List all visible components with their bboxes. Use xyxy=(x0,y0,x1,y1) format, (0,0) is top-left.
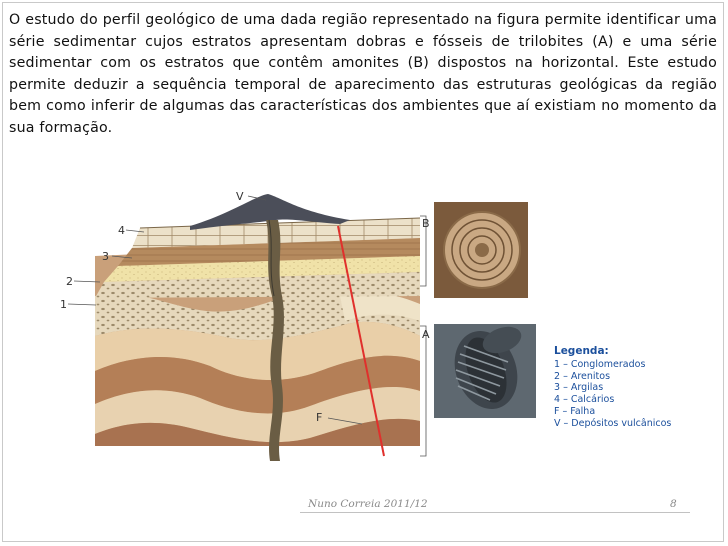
label-2: 2 xyxy=(66,275,73,288)
legend-item: 3 – Argilas xyxy=(554,382,604,394)
legend-item: F – Falha xyxy=(554,405,596,417)
body-paragraph: O estudo do perfil geológico de uma dada região representado na figura permite identificar uma série sedimentar cujos estratos apresentam dobras e fósseis de trilobites (A) e uma série sedimentar com os estratos que contêm amonites (B) dispostos na horizontal. Este estudo permite deduzir a sequência temporal de aparecimento das estruturas geológicas da região bem como inferir de algumas das características dos ambientes que aí existiam no momento da sua formação. xyxy=(9,12,717,136)
label-3: 3 xyxy=(102,250,109,263)
legend-item: V – Depósitos vulcânicos xyxy=(554,417,672,429)
label-b: B xyxy=(422,217,430,230)
legend-title: Legenda: xyxy=(554,345,609,357)
trilobite-fossil-image xyxy=(434,322,536,418)
legend-item: 4 – Calcários xyxy=(554,394,615,406)
label-f: F xyxy=(316,411,323,424)
ammonite-fossil-image xyxy=(434,202,528,298)
legend-item: 1 – Conglomerados xyxy=(554,358,646,370)
horizontal-series xyxy=(95,218,420,298)
label-4: 4 xyxy=(118,224,125,237)
page-number: 8 xyxy=(670,498,677,510)
label-1: 1 xyxy=(60,298,67,311)
footer-author: Nuno Correia 2011/12 xyxy=(308,498,428,510)
figure-legend xyxy=(554,346,671,430)
geological-profile-figure xyxy=(40,186,630,470)
label-v: V xyxy=(236,190,244,203)
legend-item: 2 – Arenitos xyxy=(554,370,611,382)
label-a: A xyxy=(422,328,430,341)
footer-divider xyxy=(300,512,690,513)
